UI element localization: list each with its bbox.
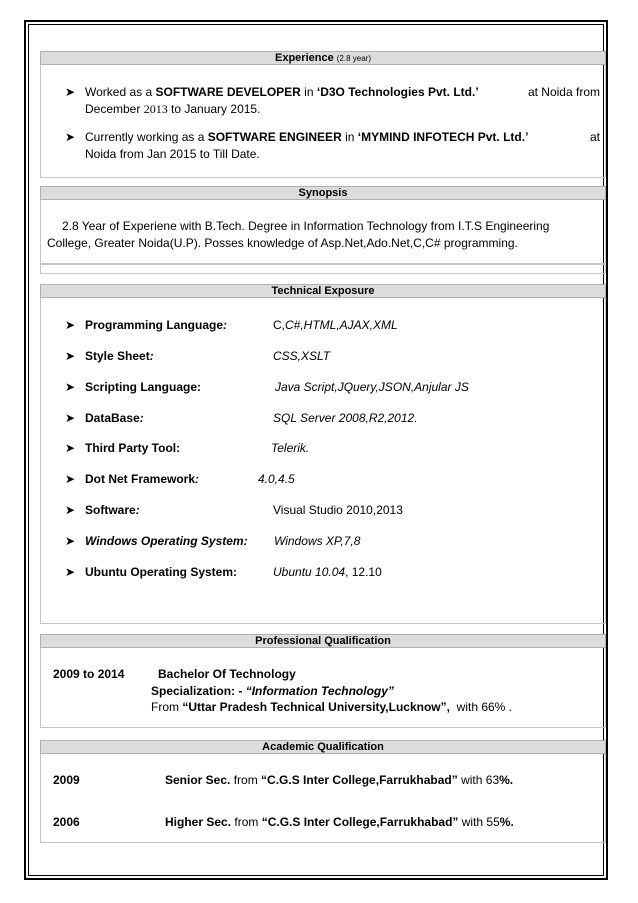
technical-label: Windows Operating System:: [85, 534, 248, 548]
technical-row: ➤: [65, 503, 76, 517]
synopsis-text: 2.8 Year of Experiene with B.Tech. Degree in Information Technology from I.T.S Engineering College, Greater Noida(U.P). Posses knowledge of Asp.Net,Ado.Net,C,C# programming.: [47, 219, 550, 250]
technical-label: DataBase:: [85, 411, 144, 425]
bullet-arrow-icon: ➤: [65, 85, 76, 99]
academic-row: Higher Sec. from “C.G.S Inter College,Farrukhabad” with 55%.: [165, 815, 514, 829]
technical-row: ➤: [65, 441, 76, 455]
academic-section: [40, 754, 606, 843]
technical-value: Visual Studio 2010,2013: [273, 503, 403, 517]
technical-label: Programming Language:: [85, 318, 228, 332]
synopsis-strip: [40, 264, 606, 274]
technical-label: Style Sheet:: [85, 349, 154, 363]
professional-degree: Bachelor Of Technology: [158, 667, 296, 681]
technical-title: Technical Exposure: [271, 285, 375, 297]
bullet-arrow-icon: ➤: [65, 130, 76, 144]
technical-value: Telerik.: [271, 441, 310, 455]
technical-value: 4.0,4.5: [258, 472, 295, 486]
technical-row: ➤: [65, 380, 76, 394]
technical-label: Software:: [85, 503, 140, 517]
technical-row: ➤: [65, 472, 76, 486]
experience-item: Currently working as a SOFTWARE ENGINEER in ‘MYMIND INFOTECH Pvt. Ltd.’ at Noida from Jan 2015 to Till Date.: [85, 130, 600, 161]
experience-item: Worked as a SOFTWARE DEVELOPER in ‘D3O Technologies Pvt. Ltd.’ at Noida from December 2013 to January 2015.: [85, 85, 600, 116]
professional-title: Professional Qualification: [255, 635, 391, 647]
technical-row: ➤: [65, 349, 76, 363]
technical-row: ➤: [65, 565, 76, 579]
technical-row: ➤: [65, 318, 76, 332]
experience-duration: (2.8 year): [336, 54, 371, 63]
experience-header: [40, 51, 606, 65]
academic-header: [40, 740, 606, 754]
technical-value: Java Script,JQuery,JSON,Anjular JS: [275, 380, 469, 394]
academic-year: 2006: [53, 815, 80, 829]
professional-university: From “Uttar Pradesh Technical University,Lucknow”, with 66% .: [151, 700, 513, 714]
technical-value: Ubuntu 10.04, 12.10: [273, 565, 382, 579]
technical-value: SQL Server 2008,R2,2012.: [273, 411, 418, 425]
academic-title: Academic Qualification: [262, 741, 384, 753]
technical-row: ➤: [65, 411, 76, 425]
technical-label: Ubuntu Operating System:: [85, 565, 238, 579]
professional-header: [40, 634, 606, 648]
technical-label: Scripting Language:: [85, 380, 202, 394]
technical-row: ➤: [65, 534, 76, 548]
academic-year: 2009: [53, 773, 80, 787]
technical-label: Third Party Tool:: [85, 441, 181, 455]
professional-years: 2009 to 2014: [53, 667, 125, 681]
technical-value: Windows XP,7,8: [274, 534, 361, 548]
technical-label: Dot Net Framework:: [85, 472, 200, 486]
professional-specialization: Specialization: - “Information Technology”: [151, 684, 394, 698]
experience-title: Experience: [275, 52, 334, 64]
synopsis-title: Synopsis: [298, 187, 348, 199]
synopsis-header: [40, 186, 606, 200]
technical-value: C,C#,HTML,AJAX,XML: [273, 318, 398, 332]
academic-row: Senior Sec. from “C.G.S Inter College,Farrukhabad” with 63%.: [165, 773, 514, 787]
technical-header: [40, 284, 606, 298]
technical-value: CSS,XSLT: [273, 349, 331, 363]
